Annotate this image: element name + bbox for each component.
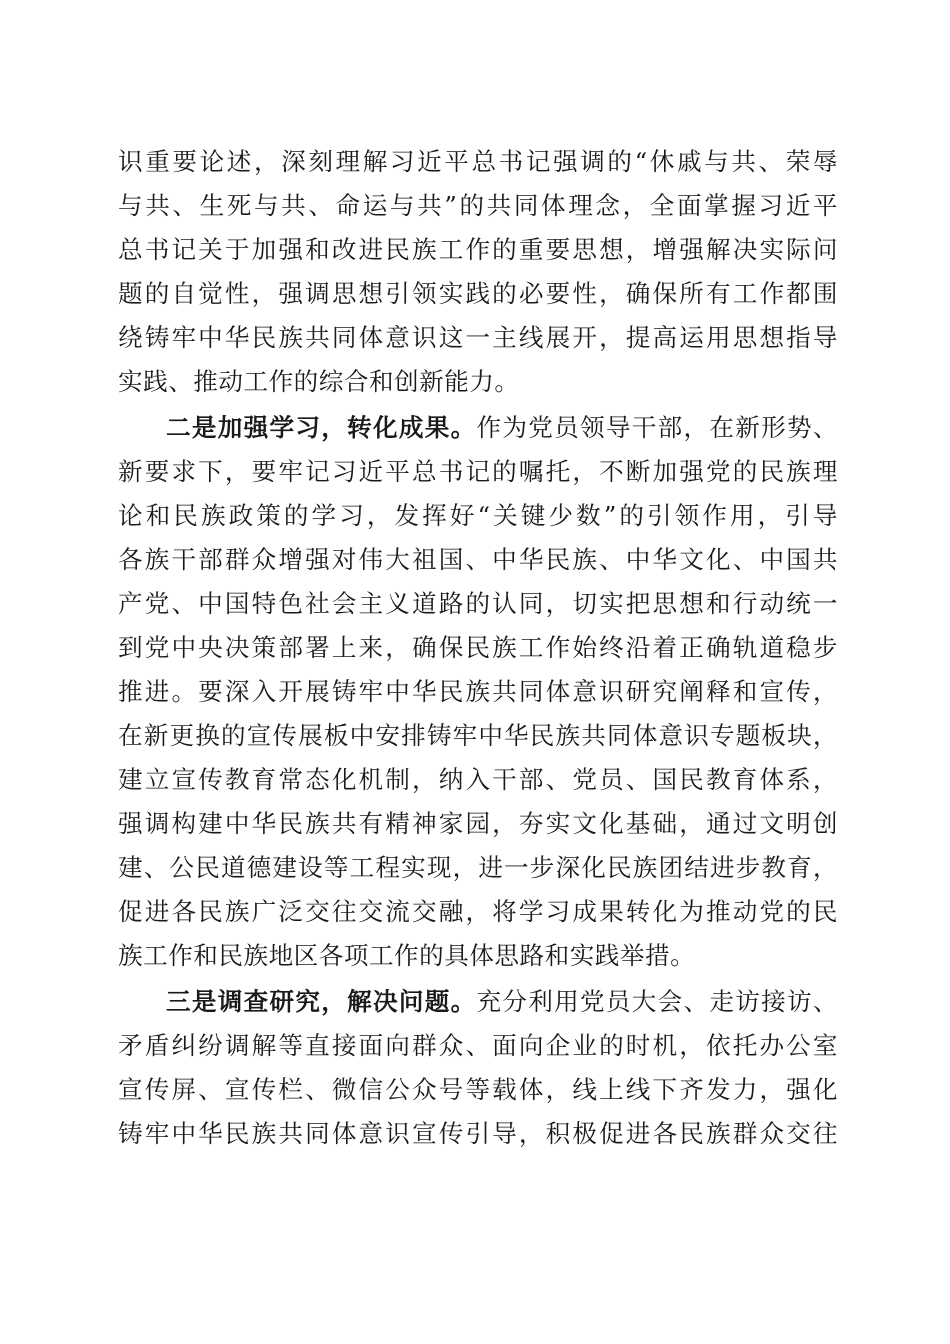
text-line: 识重要论述，深刻理解习近平总书记强调的“休戚与共、荣辱 bbox=[118, 147, 838, 176]
text-line: 各族干部群众增强对伟大祖国、中华民族、中华文化、中国共 bbox=[118, 545, 838, 574]
text-line: 宣传屏、宣传栏、微信公众号等载体，线上线下齐发力，强化 bbox=[118, 1075, 838, 1104]
paragraph-first-line-rest: 充分利用党员大会、走访接访、 bbox=[476, 987, 838, 1016]
text-line: 在新更换的宣传展板中安排铸牢中华民族共同体意识专题板块， bbox=[118, 721, 838, 750]
text-line: 铸牢中华民族共同体意识宣传引导，积极促进各民族群众交往 bbox=[118, 1119, 838, 1148]
paragraph-3 bbox=[118, 980, 838, 1156]
text-line: 矛盾纠纷调解等直接面向群众、面向企业的时机，依托办公室 bbox=[118, 1031, 838, 1060]
text-line: 建、公民道德建设等工程实现，进一步深化民族团结进步教育， bbox=[118, 853, 838, 882]
paragraph-first-line bbox=[118, 406, 838, 450]
text-line: 强调构建中华民族共有精神家园，夯实文化基础，通过文明创 bbox=[118, 809, 838, 838]
paragraph-heading: 二是加强学习，转化成果。 bbox=[166, 413, 477, 442]
text-line: 实践、推动工作的综合和创新能力。 bbox=[118, 367, 520, 396]
document-page bbox=[118, 140, 838, 1156]
text-line: 推进。要深入开展铸牢中华民族共同体意识研究阐释和宣传， bbox=[118, 677, 838, 706]
paragraph-1 bbox=[118, 140, 838, 404]
paragraph-heading: 三是调查研究，解决问题。 bbox=[166, 987, 477, 1016]
text-line: 产党、中国特色社会主义道路的认同，切实把思想和行动统一 bbox=[118, 589, 838, 618]
text-line: 题的自觉性，强调思想引领实践的必要性，确保所有工作都围 bbox=[118, 279, 838, 308]
paragraph-first-line bbox=[118, 980, 838, 1024]
text-line: 总书记关于加强和改进民族工作的重要思想，增强解决实际问 bbox=[118, 235, 838, 264]
text-line: 促进各民族广泛交往交流交融，将学习成果转化为推动党的民 bbox=[118, 897, 838, 926]
text-line: 到党中央决策部署上来，确保民族工作始终沿着正确轨道稳步 bbox=[118, 633, 838, 662]
paragraph-2 bbox=[118, 406, 838, 978]
text-line: 新要求下，要牢记习近平总书记的嘱托，不断加强党的民族理 bbox=[118, 457, 838, 486]
text-line: 与共、生死与共、命运与共”的共同体理念，全面掌握习近平 bbox=[118, 191, 838, 220]
text-line: 族工作和民族地区各项工作的具体思路和实践举措。 bbox=[118, 941, 696, 970]
text-line: 绕铸牢中华民族共同体意识这一主线展开，提高运用思想指导 bbox=[118, 323, 838, 352]
paragraph-first-line-rest: 作为党员领导干部，在新形势、 bbox=[476, 413, 838, 442]
text-line: 论和民族政策的学习，发挥好“关键少数”的引领作用，引导 bbox=[118, 501, 838, 530]
text-line: 建立宣传教育常态化机制，纳入干部、党员、国民教育体系， bbox=[118, 765, 838, 794]
